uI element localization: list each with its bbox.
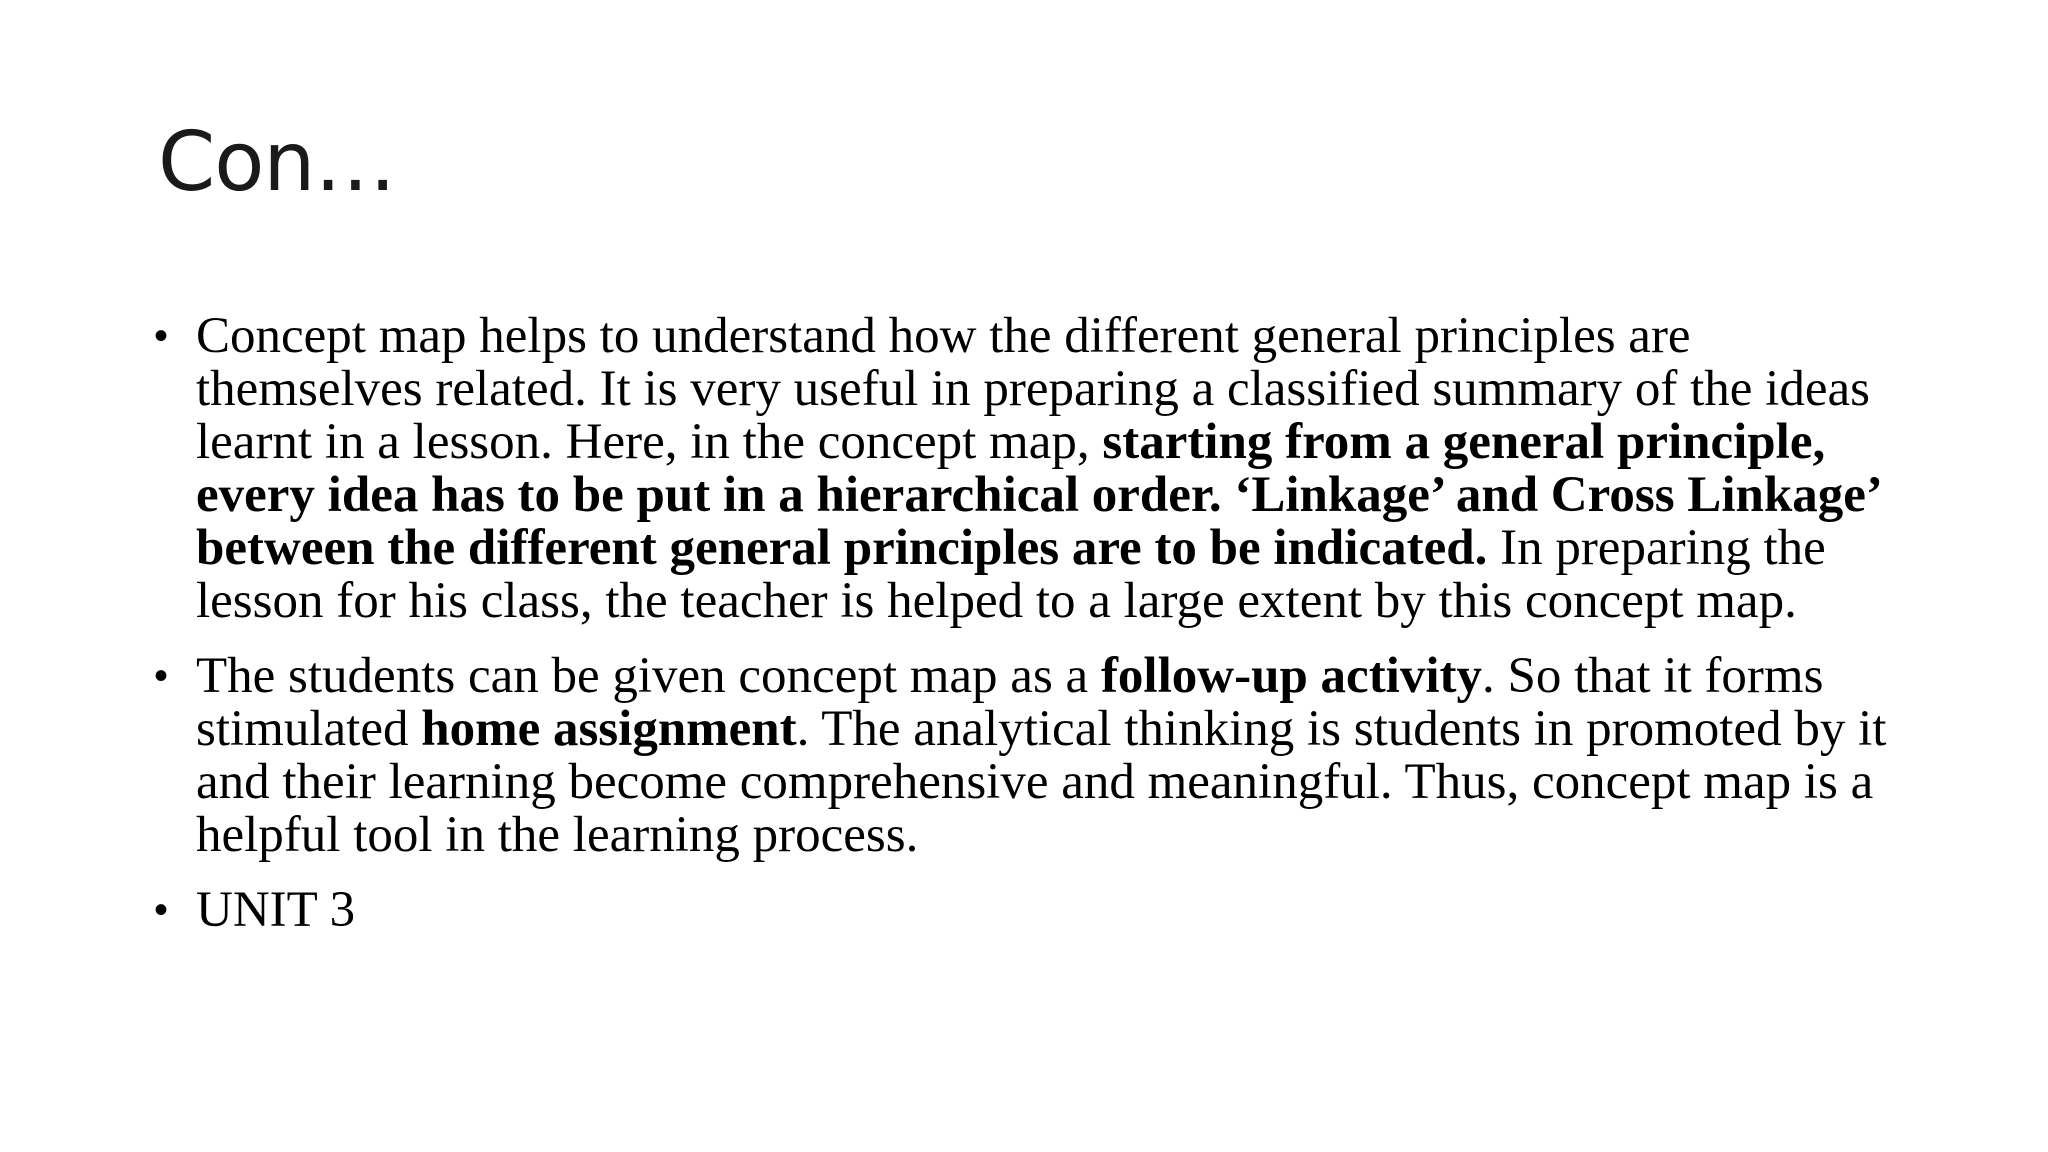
text-segment: . The analytical thinking is students in promoted by it and their learning become comprehensive and meaningful. Thus, concept map is a helpful tool in the learning process. xyxy=(196,701,1887,863)
bullet-item xyxy=(150,650,1890,862)
text-segment: . So that it forms stimulated xyxy=(196,648,1824,757)
bold-text-segment: home assignment xyxy=(421,701,797,757)
bullet-item xyxy=(150,884,1890,937)
bold-text-segment: follow-up activity xyxy=(1100,648,1482,704)
text-segment: Concept map helps to understand how the different general principles are themselves related. It is very useful in preparing a classified summary of the ideas learnt in a lesson. Here, in the concept map, xyxy=(196,308,1870,470)
text-segment: In preparing the lesson for his class, the teacher is helped to a large extent by this concept map. xyxy=(196,520,1826,629)
bullet-icon: • xyxy=(154,888,169,932)
slide-title: Con… xyxy=(158,115,396,210)
bullet-list xyxy=(150,310,1890,959)
bullet-item xyxy=(150,310,1890,628)
bullet-text xyxy=(196,648,1886,863)
bullet-icon: • xyxy=(154,654,169,698)
bullet-text xyxy=(196,308,1879,629)
bullet-text xyxy=(196,882,355,938)
bold-text-segment: starting from a general principle, every idea has to be put in a hierarchical order. ‘Linkage’ and Cross Linkage’ between the different general principles are to be indicated. xyxy=(196,414,1880,576)
text-segment: The students can be given concept map as a xyxy=(196,648,1101,704)
bullet-icon: • xyxy=(154,314,169,358)
text-segment: UNIT 3 xyxy=(196,882,356,938)
